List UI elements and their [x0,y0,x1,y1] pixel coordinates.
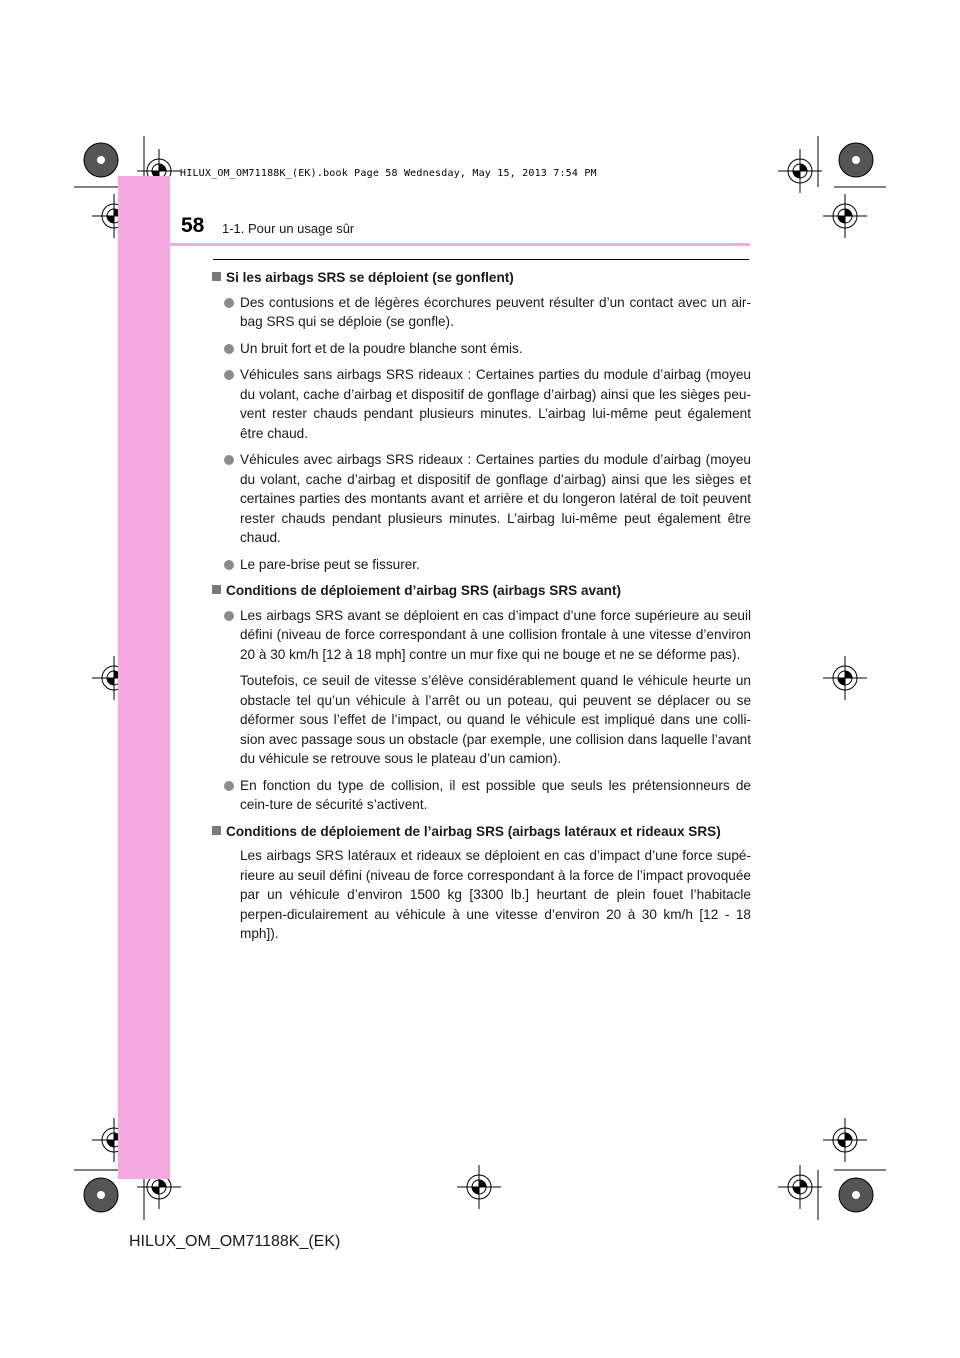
square-bullet-icon [212,826,221,835]
list-item: Véhicules avec airbags SRS rideaux : Certaines parties du module d’airbag (moyeu du volant, cache d’airbag et dispositif de gonflage d’airbag) ainsi que les sièges et certaines parties des montants avant et arrière et du longeron latéral de toit peuvent rester chauds pendant plusieurs minutes. L’airbag lui-même peut également être chaud. [211,450,751,548]
registration-mark-icon [823,1118,867,1162]
round-bullet-icon [224,370,234,380]
round-bullet-icon [224,611,234,621]
page-number: 58 [181,214,205,237]
registration-mark-icon [823,194,867,238]
registration-mark-icon [778,149,822,193]
star-target-icon [84,143,118,177]
registration-mark-icon [457,1165,501,1209]
star-target-icon [839,1178,873,1212]
registration-mark-icon [778,1165,822,1209]
list-item: Les airbags SRS avant se déploient en cas d’impact d’une force supérieure au seuil défini (niveau de force correspondant à une collision frontale à une vitesse d’environ 20 à 30 km/h [12 à 18 mph] contre un mur fixe qui ne bouge et ne se déforme pas). [211,606,751,665]
list-item: Des contusions et de légères écorchures peuvent résulter d’un contact avec un air-bag SRS qui se déploie (se gonfle). [211,293,751,332]
page-content [211,268,751,951]
square-bullet-icon [212,272,221,281]
manual-code-footer: HILUX_OM_OM71188K_(EK) [129,1233,341,1250]
section-title: 1-1. Pour un usage sûr [222,221,355,236]
round-bullet-icon [224,344,234,354]
content-divider [213,259,749,260]
list-item: Le pare-brise peut se fissurer. [211,555,751,575]
round-bullet-icon [224,455,234,465]
book-stamp: HILUX_OM_OM71188K_(EK).book Page 58 Wednesday, May 15, 2013 7:54 PM [180,168,597,179]
star-target-icon [839,143,873,177]
round-bullet-icon [224,560,234,570]
star-target-icon [84,1178,118,1212]
registration-mark-icon [823,656,867,700]
section-heading: Conditions de déploiement d’airbag SRS (airbags SRS avant) [211,581,751,601]
list-item: En fonction du type de collision, il est possible que seuls les prétensionneurs de cein-ture de sécurité s’activent. [211,776,751,815]
list-item: Un bruit fort et de la poudre blanche sont émis. [211,339,751,359]
section-heading: Conditions de déploiement de l’airbag SRS (airbags latéraux et rideaux SRS) [211,822,751,842]
pink-header-rule [118,243,750,246]
pink-side-band [118,176,170,1179]
round-bullet-icon [224,298,234,308]
round-bullet-icon [224,781,234,791]
section-paragraph: Les airbags SRS latéraux et rideaux se déploient en cas d’impact d’une force supé-rieure au seuil défini (niveau de force correspondant à la force de l’impact provoquée par un véhicule d’environ 1500 kg [3300 lb.] heurtant de plein fouet l’habitacle perpen-diculairement au véhicule à une vitesse d’environ 20 à 30 km/h [12 - 18 mph]). [240,848,751,941]
list-item-continuation: Toutefois, ce seuil de vitesse s’élève considérablement quand le véhicule heurte un obstacle tel qu’un véhicule à l’arrêt ou un poteau, qui peuvent se déplacer ou se déformer sous l’effet de l’impact, ou quand le véhicule est impliqué dans une colli-sion avec passage sous un obstacle (par exemple, une collision dans laquelle l’avant du véhicule se retrouve sous le plateau d’un camion). [240,673,751,766]
square-bullet-icon [212,585,221,594]
list-item: Véhicules sans airbags SRS rideaux : Certaines parties du module d’airbag (moyeu du volant, cache d’airbag et dispositif de gonflage d’airbag) ainsi que les sièges peu-vent rester chauds pendant plusieurs minutes. L’airbag lui-même peut également être chaud. [211,365,751,443]
section-heading: Si les airbags SRS se déploient (se gonflent) [211,268,751,288]
